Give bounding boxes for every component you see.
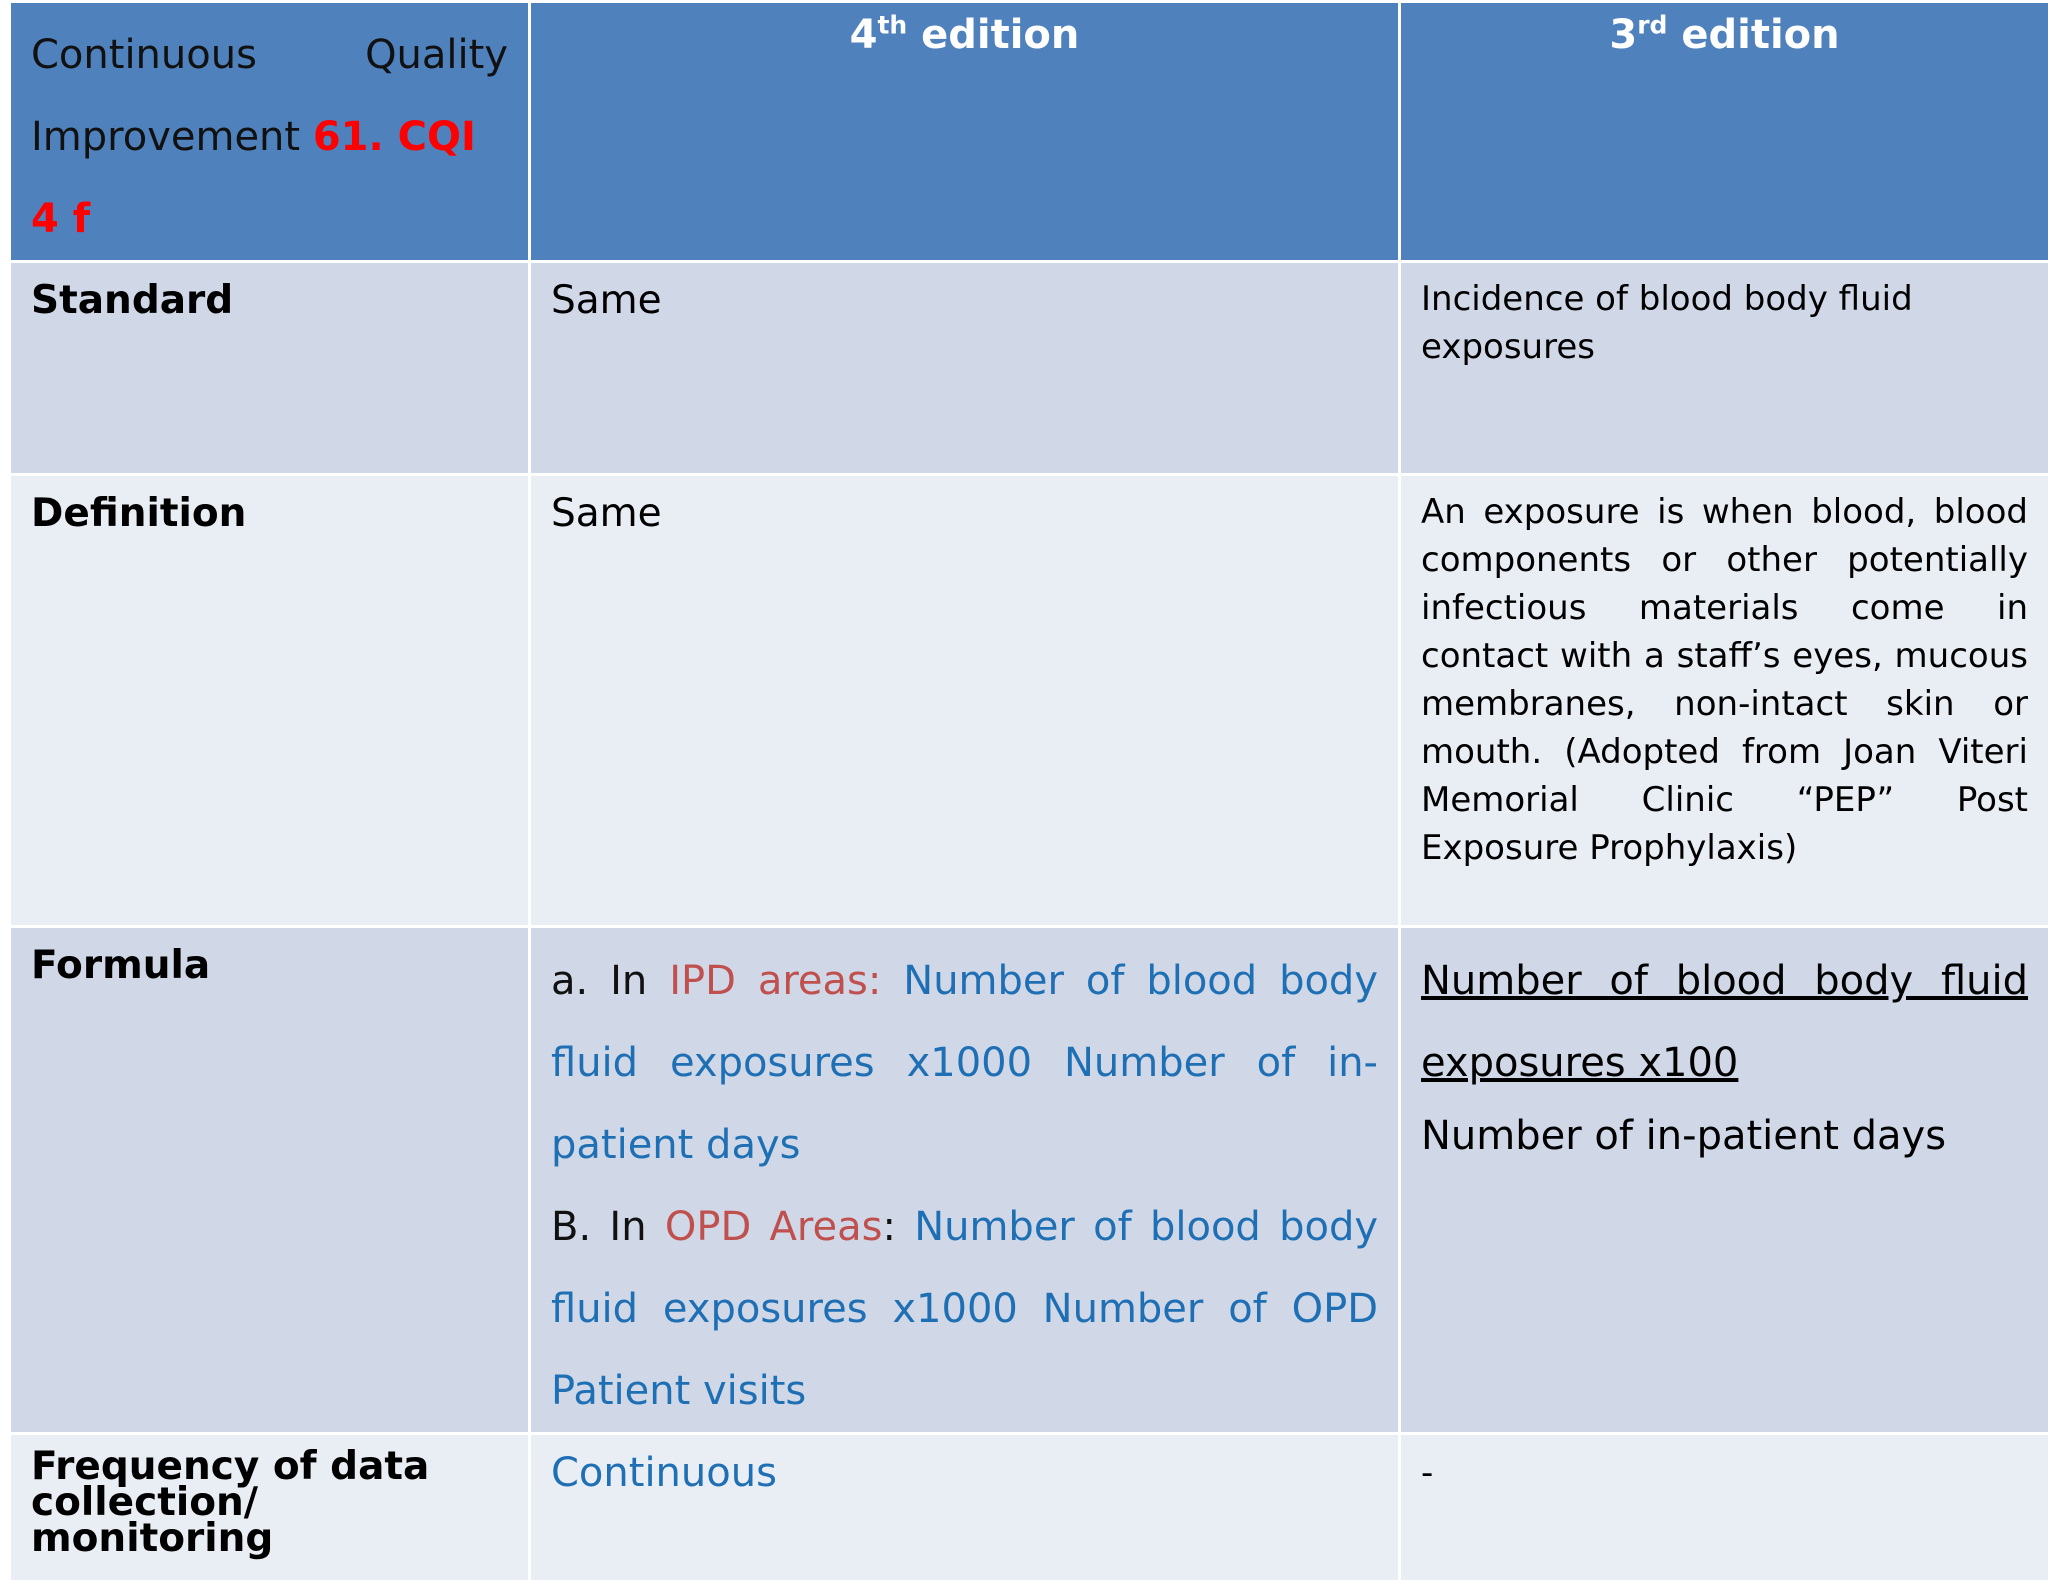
header-3rd-edition-cell: [1400, 2, 2048, 262]
formula-label: Formula: [31, 928, 508, 990]
standard-3rd: Incidence of blood body fluid exposures: [1421, 263, 2028, 371]
title-word-continuous: Continuous: [31, 14, 257, 96]
cqi-comparison-table: [8, 0, 2048, 1583]
title-word-improvement: Improvement: [31, 114, 300, 160]
definition-label: Definition: [31, 476, 508, 538]
title-word-quality: Quality: [365, 14, 508, 96]
table-row: [10, 262, 2048, 475]
formula-numerator: Number of blood body fluid exposures x100: [1421, 958, 2028, 1086]
standard-label: Standard: [31, 263, 508, 325]
standard-4th: Same: [551, 263, 1378, 325]
table-row: [10, 1434, 2048, 1582]
frequency-3rd: -: [1421, 1435, 2028, 1497]
formula-4th: [551, 928, 1378, 1432]
header-4th-edition-cell: [530, 2, 1400, 262]
formula-ipd: a. In IPD areas: Number of blood body fluid exposures x1000 Number of in-patient days: [551, 940, 1378, 1186]
definition-3rd: An exposure is when blood, blood components or other potentially infectious materials come in contact with a staff’s eyes, mucous membranes, non-intact skin or mouth. (Adopted from Joan Viteri Memorial Clinic “PEP” Post Exposure Prophylaxis): [1421, 476, 2028, 872]
edition-4-heading: 4th edition: [551, 3, 1378, 61]
edition-3-heading: 3rd edition: [1421, 3, 2028, 61]
definition-4th: Same: [551, 476, 1378, 538]
formula-3rd: [1421, 928, 2028, 1160]
table-row: [10, 475, 2048, 927]
frequency-4th: Continuous: [551, 1435, 1378, 1497]
formula-opd: B. In OPD Areas: Number of blood body fluid exposures x1000 Number of OPD Patient visits: [551, 1186, 1378, 1432]
indicator-code: 61. CQI 4 f: [31, 114, 476, 242]
formula-denominator: Number of in-patient days: [1421, 1112, 2028, 1160]
frequency-label: Frequency of data collection/ monitoring: [31, 1435, 508, 1557]
header-title-cell: [10, 2, 530, 262]
indicator-title: [31, 3, 508, 260]
table-row: [10, 927, 2048, 1434]
header-row: [10, 2, 2048, 262]
